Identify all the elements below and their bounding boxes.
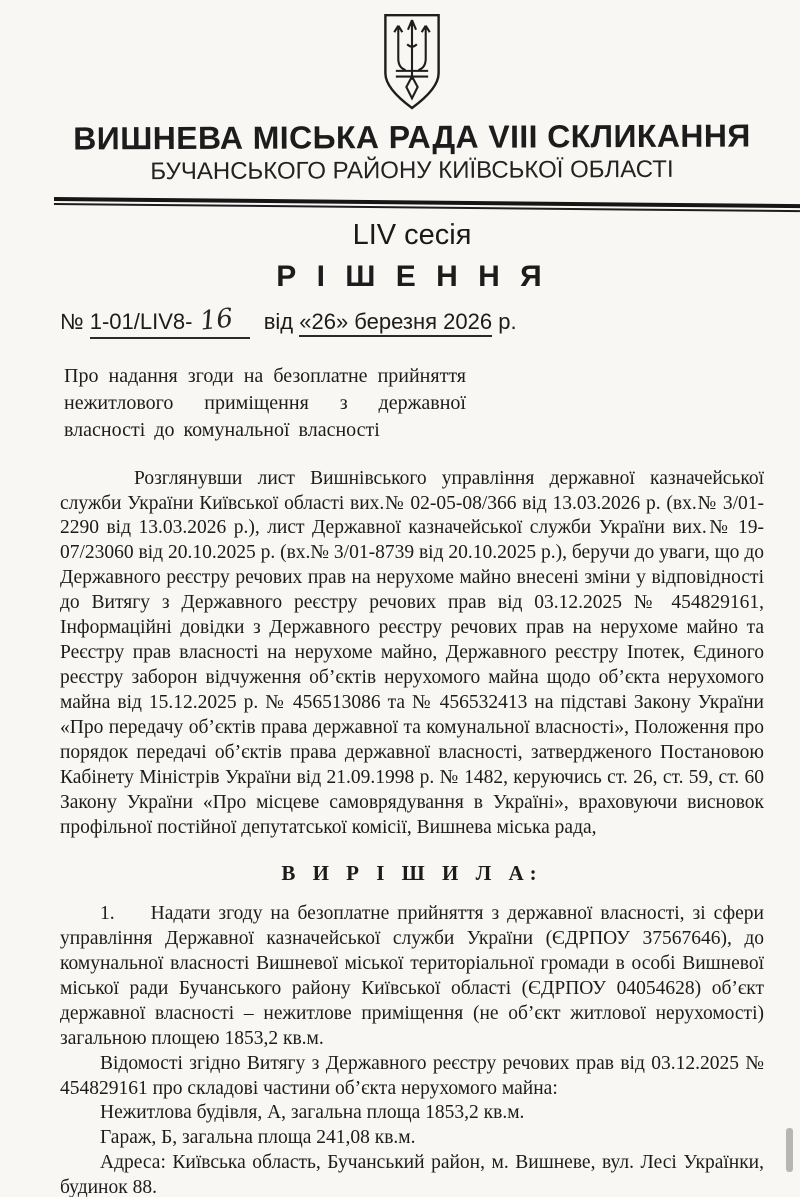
ref-number: [89, 303, 250, 339]
preamble-paragraph: Розглянувши лист Вишнівського управління державної казначейської служби України Київської області вих.№ 02-05-08/366 від 13.03.2026 р. (вх.№ 3/01-2290 від 13.03.2026 р.), лист Державної казначейської служби України вих.№ 19-07/23060 від 20.10.2025 р. (вх.№ 3/01-8739 від 20.10.2025 р.), беручи до уваги, що до Державного реєстру речових прав на нерухоме майно внесені зміни у відповідності до Витягу з Державного реєстру речових прав від 03.12.2025 № 454829161, Інформаційні довідки з Державного реєстру речових прав на нерухоме майно та Реєстру прав власності на нерухоме майно, Державного реєстру Іпотек, Єдиного реєстру заборон відчуження об’єктів нерухомого майна щодо об’єкта нерухомого майна від 15.12.2025 р. № 456513086 та № 456532413 на підставі Закону України «Про передачу об’єктів права державної та комунальної власності», Положення про порядок передачі об’єктів права державної власності, затвердженого Постановою Кабінету Міністрів України від 21.09.1998 р. № 1482, керуючись ст. 26, ст. 59, ст. 60 Закону України «Про місцеве самоврядування в Україні», враховуючи висновок профільної постійної депутатської комісії, Вишнева міська рада,: [60, 467, 764, 838]
ref-number-handwritten: 16: [198, 303, 235, 337]
ref-date: «26» березня 2026: [299, 309, 492, 337]
subject-paragraph: Про надання згоди на безоплатне прийняття нежитлового приміщення з державної власності до комунальної власності: [64, 365, 466, 442]
details-intro-paragraph: Відомості згідно Витягу з Державного реєстру речових прав від 03.12.2025 № 454829161 про складові частини об’єкта нерухомого майна:: [60, 1052, 764, 1099]
resolution-item-1: [60, 902, 764, 1052]
detail-garage-line: Гараж, Б, загальна площа 241,08 кв.м.: [100, 1127, 416, 1149]
resolution-item-text: Надати згоду на безоплатне прийняття з державної власності, зі сфери управління Державної казначейської служби України (ЄДРПОУ 37567646), до комунальної власності Вишневої міської територіальної громади в особі Вишневої міської ради Бучанського району Київської області (ЄДРПОУ 04054628) об’єкт державної власності – нежитлове приміщення (не об’єкт житлової нерухомості) загальною площею 1853,2 кв.м.: [60, 902, 764, 1049]
doc-type-title: Р І Ш Е Н Н Я: [276, 260, 548, 293]
resolution-item-number: 1.: [100, 902, 115, 924]
reference-line: [60, 303, 764, 339]
ref-date-suffix: р.: [498, 309, 517, 334]
ref-date-preposition: від: [263, 309, 294, 334]
detail-address-line: Адреса: Київська область, Бучанський район, м. Вишневе, вул. Лесі Українки, будинок 88.: [60, 1152, 764, 1197]
resolved-heading: В И Р І Ш И Л А:: [281, 860, 543, 885]
org-name-title: ВИШНЕВА МІСЬКА РАДА VIII СКЛИКАННЯ: [73, 117, 751, 157]
detail-building-line: Нежитлова будівля, А, загальна площа 1853,2 кв.м.: [100, 1102, 525, 1124]
ukraine-trident-emblem: [60, 12, 764, 117]
org-region-subtitle: БУЧАНСЬКОГО РАЙОНУ КИЇВСЬКОЇ ОБЛАСТІ: [150, 155, 674, 186]
ref-number-printed: 1-01/LIV8-: [89, 309, 193, 334]
header-divider: [54, 197, 800, 212]
scan-artifact: [786, 1128, 793, 1172]
session-title: LIV сесія: [352, 219, 472, 251]
ref-no-symbol: №: [60, 309, 84, 334]
